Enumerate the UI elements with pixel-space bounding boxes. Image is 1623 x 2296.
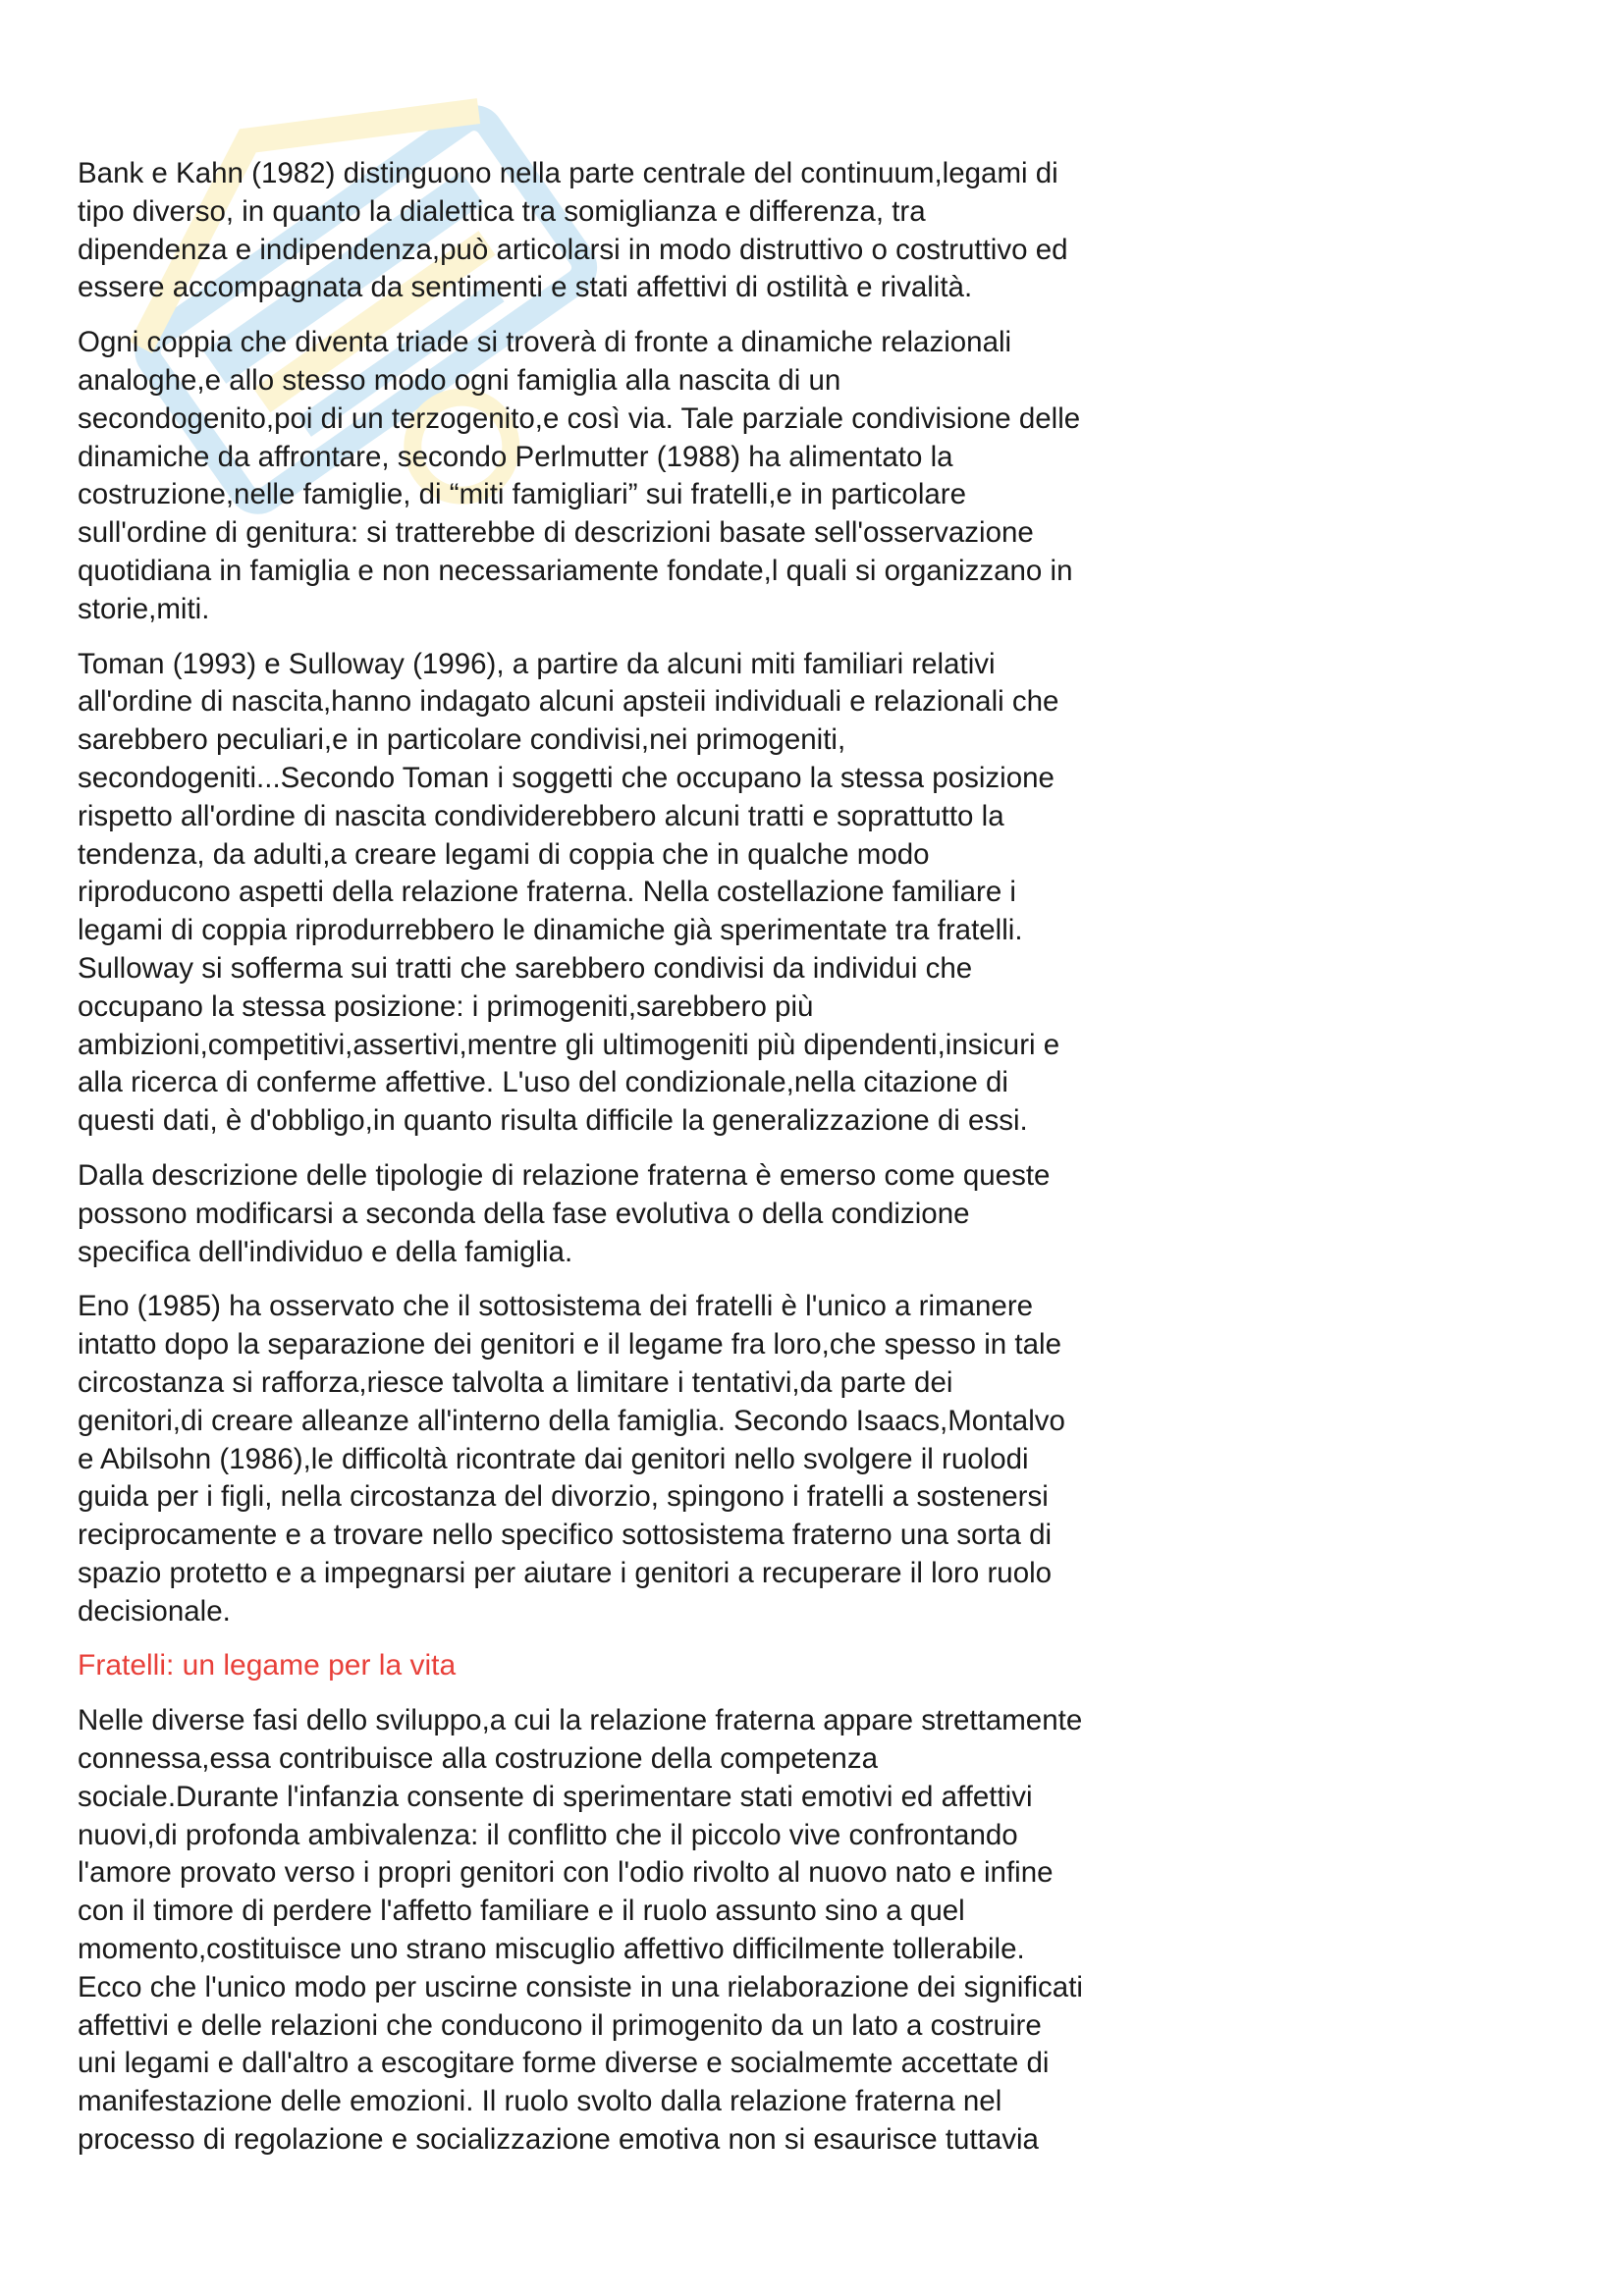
- paragraph-toman-sulloway: Toman (1993) e Sulloway (1996), a partire da alcuni miti familiari relativi all'ordine di nascita,hanno indagato alcuni apsteii individuali e relazionali che sarebbero peculiari,e in particolare condivisi,nei primogeniti, secondogeniti...Secondo Toman i soggetti che occupano la stessa posizione rispetto all'ordine di nascita condividerebbero alcuni tratti e soprattutto la tendenza, da adulti,a creare legami di coppia che in qualche modo riproducono aspetti della relazione fraterna. Nella costellazione familiare i legami di coppia riprodurrebbero le dinamiche già sperimentate tra fratelli. Sulloway si sofferma sui tratti che sarebbero condivisi da individui che occupano la stessa posizione: i primogeniti,sarebbero più ambizioni,competitivi,assertivi,mentre gli ultimogeniti più dipendenti,insicuri e alla ricerca di conferme affettive. L'uso del condizionale,nella citazione di questi dati, è d'obbligo,in quanto risulta difficile la generalizzazione di essi.: [78, 647, 1060, 1138]
- paragraph-coppia-triade: Ogni coppia che diventa triade si troverà di fronte a dinamiche relazionali analoghe,e allo stesso modo ogni famiglia alla nascita di un secondogenito,poi di un terzogenito,e così via. Tale parziale condivisione delle dinamiche da affrontare, secondo Perlmutter (1988) ha alimentato la costruzione,nelle famiglie, di “miti famigliari” sui fratelli,e in particolare sull'ordine di genitura: si tratterebbe di descrizioni basate sell'osservazione quotidiana in famiglia e non necessariamente fondate,l quali si organizzano in storie,miti.: [78, 326, 1081, 625]
- document-page: [78, 155, 1236, 2176]
- section-heading: Fratelli: un legame per la vita: [78, 1649, 457, 1682]
- paragraph-tipologie-relazione: Dalla descrizione delle tipologie di relazione fraterna è emerso come queste possono modificarsi a seconda della fase evolutiva o della condizione specifica dell'individuo e della famiglia.: [78, 1158, 1051, 1268]
- paragraph-bank-kahn: Bank e Kahn (1982) distinguono nella parte centrale del continuum,legami di tipo diverso, in quanto la dialettica tra somiglianza e differenza, tra dipendenza e indipendenza,può articolarsi in modo distruttivo o costruttivo ed essere accompagnata da sentimenti e stati affettivi di ostilità e rivalità.: [78, 157, 1068, 304]
- paragraph-fasi-sviluppo: Nelle diverse fasi dello sviluppo,a cui la relazione fraterna appare strettamente connessa,essa contribuisce alla costruzione della competenza sociale.Durante l'infanzia consente di sperimentare stati emotivi ed affettivi nuovi,di profonda ambivalenza: il conflitto che il piccolo vive confrontando l'amore provato verso i propri genitori con l'odio rivolto al nuovo nato e infine con il timore di perdere l'affetto familiare e il ruolo assunto sino a quel momento,costituisce uno strano miscuglio affettivo difficilmente tollerabile. Ecco che l'unico modo per uscirne consiste in una rielaborazione dei significati affettivi e delle relazioni che conducono il primogenito da un lato a costruire uni legami e dall'altro a escogitare forme diverse e socialmemte accettate di manifestazione delle emozioni. Il ruolo svolto dalla relazione fraterna nel processo di regolazione e socializzazione emotiva non si esaurisce tuttavia: [78, 1704, 1083, 2157]
- paragraph-eno: Eno (1985) ha osservato che il sottosistema dei fratelli è l'unico a rimanere intatto dopo la separazione dei genitori e il legame fra loro,che spesso in tale circostanza si rafforza,riesce talvolta a limitare i tentativi,da parte dei genitori,di creare alleanze all'interno della famiglia. Secondo Isaacs,Montalvo e Abilsohn (1986),le difficoltà ricontrate dai genitori nello svolgere il ruolodi guida per i figli, nella circostanza del divorzio, spingono i fratelli a sostenersi reciprocamente e a trovare nello specifico sottosistema fraterno una sorta di spazio protetto e a impegnarsi per aiutare i genitori a recuperare il loro ruolo decisionale.: [78, 1290, 1065, 1628]
